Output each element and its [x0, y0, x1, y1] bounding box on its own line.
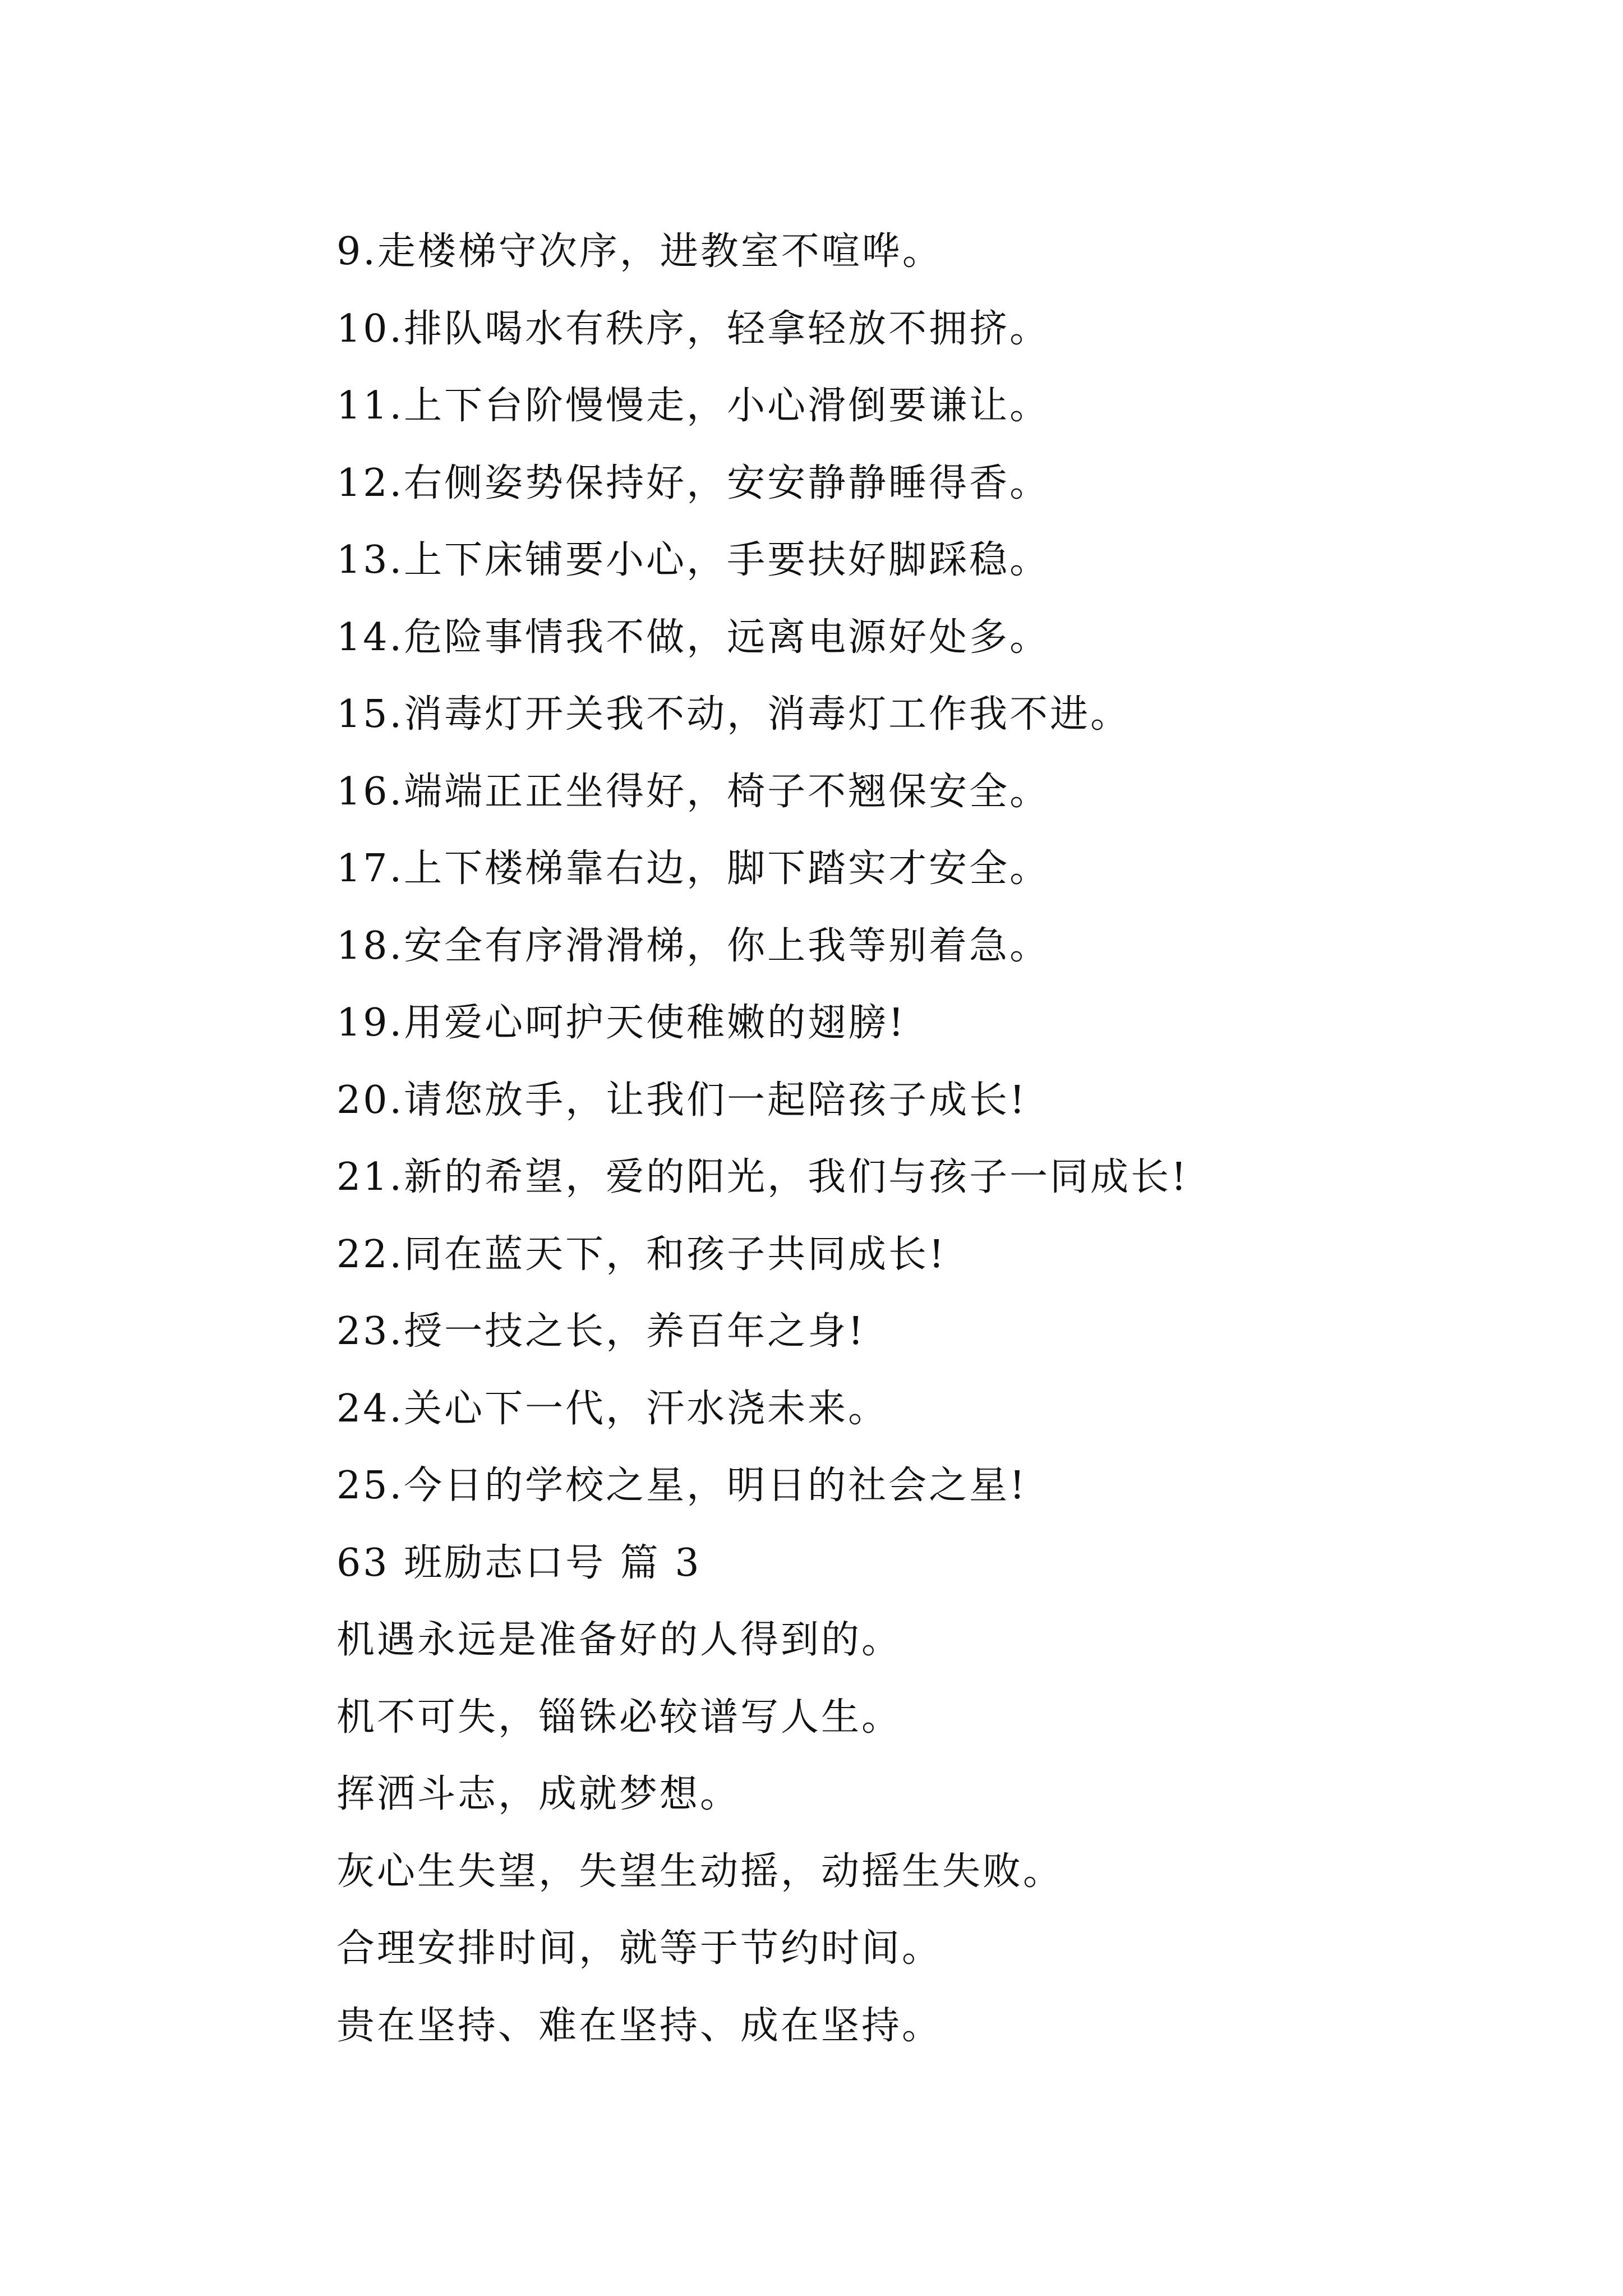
list-item: 9.走楼梯守次序，进教室不喧哗。	[336, 229, 943, 274]
list-item: 24.关心下一代，汗水浇未来。	[336, 1386, 889, 1431]
slogan-line: 贵在坚持、难在坚持、成在坚持。	[336, 2003, 943, 2048]
list-item: 21.新的希望，爱的阳光，我们与孩子一同成长!	[336, 1155, 1189, 1199]
list-item: 16.端端正正坐得好，椅子不翘保安全。	[336, 769, 1050, 814]
slogan-line: 灰心生失望，失望生动摇，动摇生失败。	[336, 1849, 1064, 1894]
slogan-line: 合理安排时间，就等于节约时间。	[336, 1926, 943, 1971]
list-item: 10.排队喝水有秩序，轻拿轻放不拥挤。	[336, 306, 1050, 351]
document-body	[336, 213, 1486, 2064]
list-item: 23.授一技之长，养百年之身!	[336, 1309, 866, 1354]
list-item: 12.右侧姿势保持好，安安静静睡得香。	[336, 461, 1050, 505]
slogan-line: 机遇永远是准备好的人得到的。	[336, 1618, 902, 1662]
list-item: 11.上下台阶慢慢走，小心滑倒要谦让。	[336, 384, 1050, 428]
list-item: 22.同在蓝天下，和孩子共同成长!	[336, 1232, 947, 1277]
list-item: 20.请您放手，让我们一起陪孩子成长!	[336, 1078, 1027, 1122]
list-item: 17.上下楼梯靠右边，脚下踏实才安全。	[336, 846, 1050, 891]
list-item: 18.安全有序滑滑梯，你上我等别着急。	[336, 923, 1050, 968]
list-item: 25.今日的学校之星，明日的社会之星!	[336, 1464, 1027, 1508]
slogan-line: 机不可失，锱铢必较谱写人生。	[336, 1695, 902, 1740]
list-item: 14.危险事情我不做，远离电源好处多。	[336, 615, 1050, 660]
list-item: 13.上下床铺要小心，手要扶好脚踩稳。	[336, 538, 1050, 582]
section-heading: 63 班励志口号 篇 3	[336, 1540, 702, 1585]
slogan-line: 挥洒斗志，成就梦想。	[336, 1772, 741, 1816]
list-item: 19.用爱心呵护天使稚嫩的翅膀!	[336, 1001, 906, 1045]
list-item: 15.消毒灯开关我不动，消毒灯工作我不进。	[336, 692, 1131, 737]
